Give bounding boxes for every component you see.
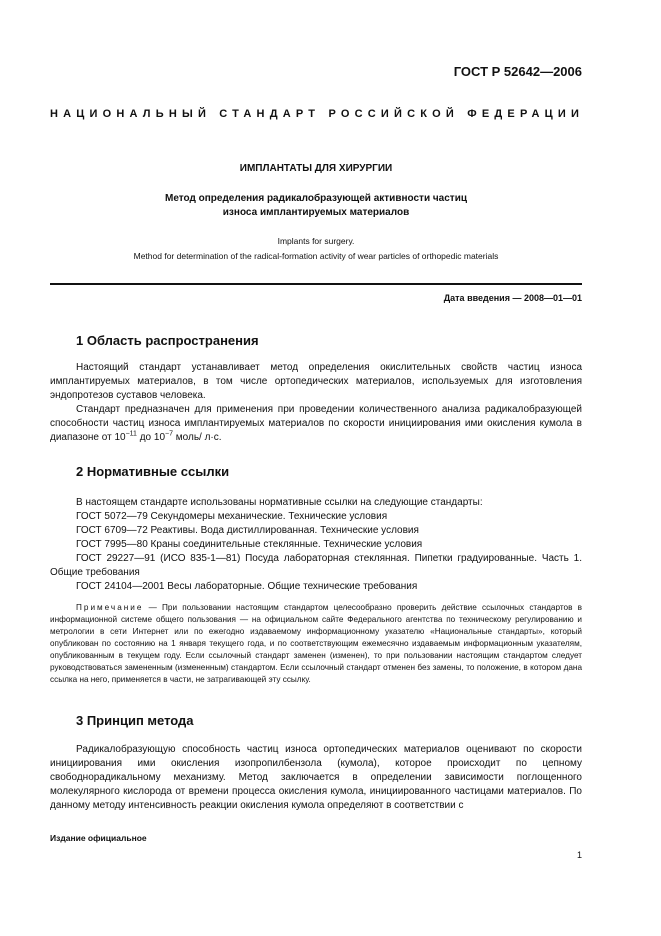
references-intro: В настоящем стандарте использованы нормативные ссылки на следующие стандарты: [76, 497, 483, 508]
range-exponent-low: −11 [125, 430, 137, 438]
reference-item: ГОСТ 29227—91 (ИСО 835-1—81) Посуда лабораторная стеклянная. Пипетки градуированные. Часть 1. Общие требования [50, 553, 582, 578]
introduction-date: Дата введения — 2008—01—01 [443, 293, 582, 303]
document-subtitle-line-2: износа имплантируемых материалов [222, 207, 410, 218]
section-1-heading: 1 Область распространения [76, 333, 259, 348]
section-3-body [50, 743, 582, 813]
note-text: — При пользовании настоящим стандартом целесообразно проверить действие ссылочных стандартов в информационной системе общего пользования — на официальном сайте Федерального агентства по техническому регулированию и метрологии в сети Интернет или по ежегодно издаваемому информационному указателю «Национальные стандарты», который опубликован по состоянию на 1 января текущего года, и по соответствующим ежемесячно издаваемым информационным указателям, опубликованным в текущем году. Если ссылочный стандарт заменен (изменен), то при пользовании настоящим стандартом следует руководствоваться замененным (измененным) стандартом. Если ссылочный стандарт отменен без замены, то положение, в котором дана ссылка на него, применяется в части, не затрагивающей эту ссылку. [50, 603, 582, 684]
national-standard-banner: НАЦИОНАЛЬНЫЙ СТАНДАРТ РОССИЙСКОЙ ФЕДЕРАЦИИ [50, 108, 585, 120]
references-note [50, 602, 582, 686]
reference-item: ГОСТ 24104—2001 Весы лабораторные. Общие технические требования [76, 581, 418, 592]
range-connector: до 10 [136, 432, 166, 443]
header-divider [50, 283, 582, 285]
english-title-line-2: Method for determination of the radical-formation activity of wear particles of orthopedic materials [133, 251, 499, 261]
english-title-line-1: Implants for surgery. [277, 236, 355, 246]
range-exponent-high: −7 [165, 430, 173, 438]
document-title: ИМПЛАНТАТЫ ДЛЯ ХИРУРГИИ [239, 163, 393, 174]
range-text: Стандарт предназначен для применения при проведении количественного анализа радикалобразующей способности частиц износа имплантируемых материалов по скорости инициирования ими окисления кумола в диапазоне от 10 [50, 404, 582, 443]
note-label: Примечание [76, 603, 144, 612]
section-1-paragraph-1: Настоящий стандарт устанавливает метод определения окислительных свойств частиц износа имплантируемых материалов, в том числе ортопедических материалов, используемых для изготовления эндопротезов суставов человека. [50, 362, 582, 401]
reference-item: ГОСТ 7995—80 Краны соединительные стеклянные. Технические условия [76, 539, 423, 550]
section-1-paragraph-2 [50, 403, 582, 445]
document-code: ГОСТ Р 52642—2006 [453, 64, 582, 79]
section-3-heading: 3 Принцип метода [76, 713, 194, 728]
reference-item: ГОСТ 6709—72 Реактивы. Вода дистиллированная. Технические условия [76, 525, 419, 536]
range-unit: моль/ л·с. [173, 432, 222, 443]
document-subtitle-line-1: Метод определения радикалобразующей активности частиц [165, 193, 467, 204]
official-edition-label: Издание официальное [50, 833, 147, 843]
section-2-heading: 2 Нормативные ссылки [76, 464, 230, 479]
section-1-body [50, 361, 582, 445]
normative-references-list [50, 496, 582, 594]
section-3-paragraph-1: Радикалобразующую способность частиц износа ортопедических материалов оценивают по скорости инициирования ими окисления изопропилбензола (кумола), которое происходит по цепному свободнорадикальному механизму. Метод заключается в определении зависимости поглощенного молекулярного кислорода от времени процесса окисления кумола, инициированного частицами материалов. По данному методу интенсивность реакции окисления кумола определяют в соответствии с [50, 744, 582, 811]
page-number: 1 [576, 850, 582, 860]
reference-item: ГОСТ 5072—79 Секундомеры механические. Технические условия [76, 511, 388, 522]
